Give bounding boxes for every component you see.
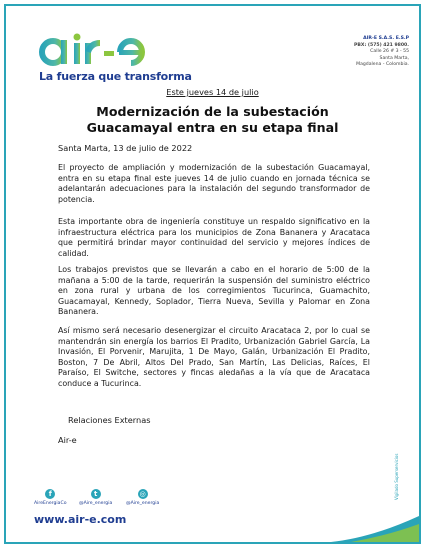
signature-company: Air-e	[58, 435, 77, 445]
document-title	[36, 104, 389, 136]
twitter-handle: @Aire_energia	[79, 501, 113, 506]
paragraph-4: Así mismo será necesario desenergizar el circuito Aracataca 2, por lo cual se mantendrán sin energía los barrios El Pradito, Urbanización Gabriel García, La Invasión, El Porvenir, Marujita, 1 De Mayo, Galán, Urbanización El Pradito, Boston, 7 De Abril, Altos Del Prado, San Martín, Las Delicias, Raíces, El Paraíso, El Switche, sectores y fincas aledañas a la vía que de Aracataca conduce a Tucurinca.	[58, 326, 370, 388]
social-instagram[interactable]	[126, 489, 159, 506]
press-release-page	[4, 4, 421, 544]
social-links	[34, 489, 174, 515]
instagram-icon: ◎	[139, 490, 146, 498]
social-facebook[interactable]	[34, 489, 67, 506]
facebook-icon: f	[45, 489, 55, 499]
paragraph-2: Esta importante obra de ingeniería constituye un respaldo significativo en la infraestructura eléctrica para los municipios de Zona Bananera y Aracataca que permitirá brindar mayor continuidad del servicio y mejores índices de calidad.	[58, 217, 370, 258]
website-link[interactable]: www.air-e.com	[34, 513, 127, 526]
paragraph-1: El proyecto de ampliación y modernización de la subestación Guacamayal, entra en su etapa final este jueves 14 de julio cuando en jornada técnica se adelantarán adecuaciones para la instalación del segundo transformador de potencia.	[58, 163, 370, 204]
company-phone: PBX: (575) 421 9800.	[354, 42, 409, 48]
air-e-logo	[39, 32, 169, 68]
paragraph-3: Los trabajos previstos que se llevarán a cabo en el horario de 5:00 de la mañana a 5:00 de la tarde, requerirán la suspensión del suministro eléctrico en zona rural y urbana de los corregimientos Tucurinca, Guamachito, Guacamayal, Kennedy, Soplador, Tierra Nueva, Sevilla y Palomar en Zona Bananera.	[58, 265, 370, 317]
footer-wave-decoration	[331, 516, 419, 542]
facebook-handle: AireEnergiaCo	[34, 501, 67, 506]
instagram-handle: @Aire_energia	[126, 501, 160, 506]
company-address: Calle 26 # 3 - 55	[370, 49, 409, 54]
signature-department: Relaciones Externas	[68, 415, 151, 425]
date-note: Este jueves 14 de julio	[166, 87, 259, 97]
company-country: Magdalena - Colombia.	[356, 62, 409, 67]
title-line-1: Modernización de la subestación	[96, 104, 329, 119]
company-name: AIR-E S.A.S. E.S.P	[363, 36, 409, 41]
twitter-icon: t	[91, 489, 101, 499]
company-city: Santa Marta,	[379, 55, 409, 61]
company-contact-block	[354, 36, 409, 69]
social-twitter[interactable]	[79, 489, 112, 506]
superservicios-mark: Vigilado Superservicios	[394, 453, 399, 500]
brand-tagline: La fuerza que transforma	[39, 70, 192, 83]
dateline: Santa Marta, 13 de julio de 2022	[58, 143, 193, 153]
title-line-2: Guacamayal entra en su etapa final	[86, 120, 339, 135]
